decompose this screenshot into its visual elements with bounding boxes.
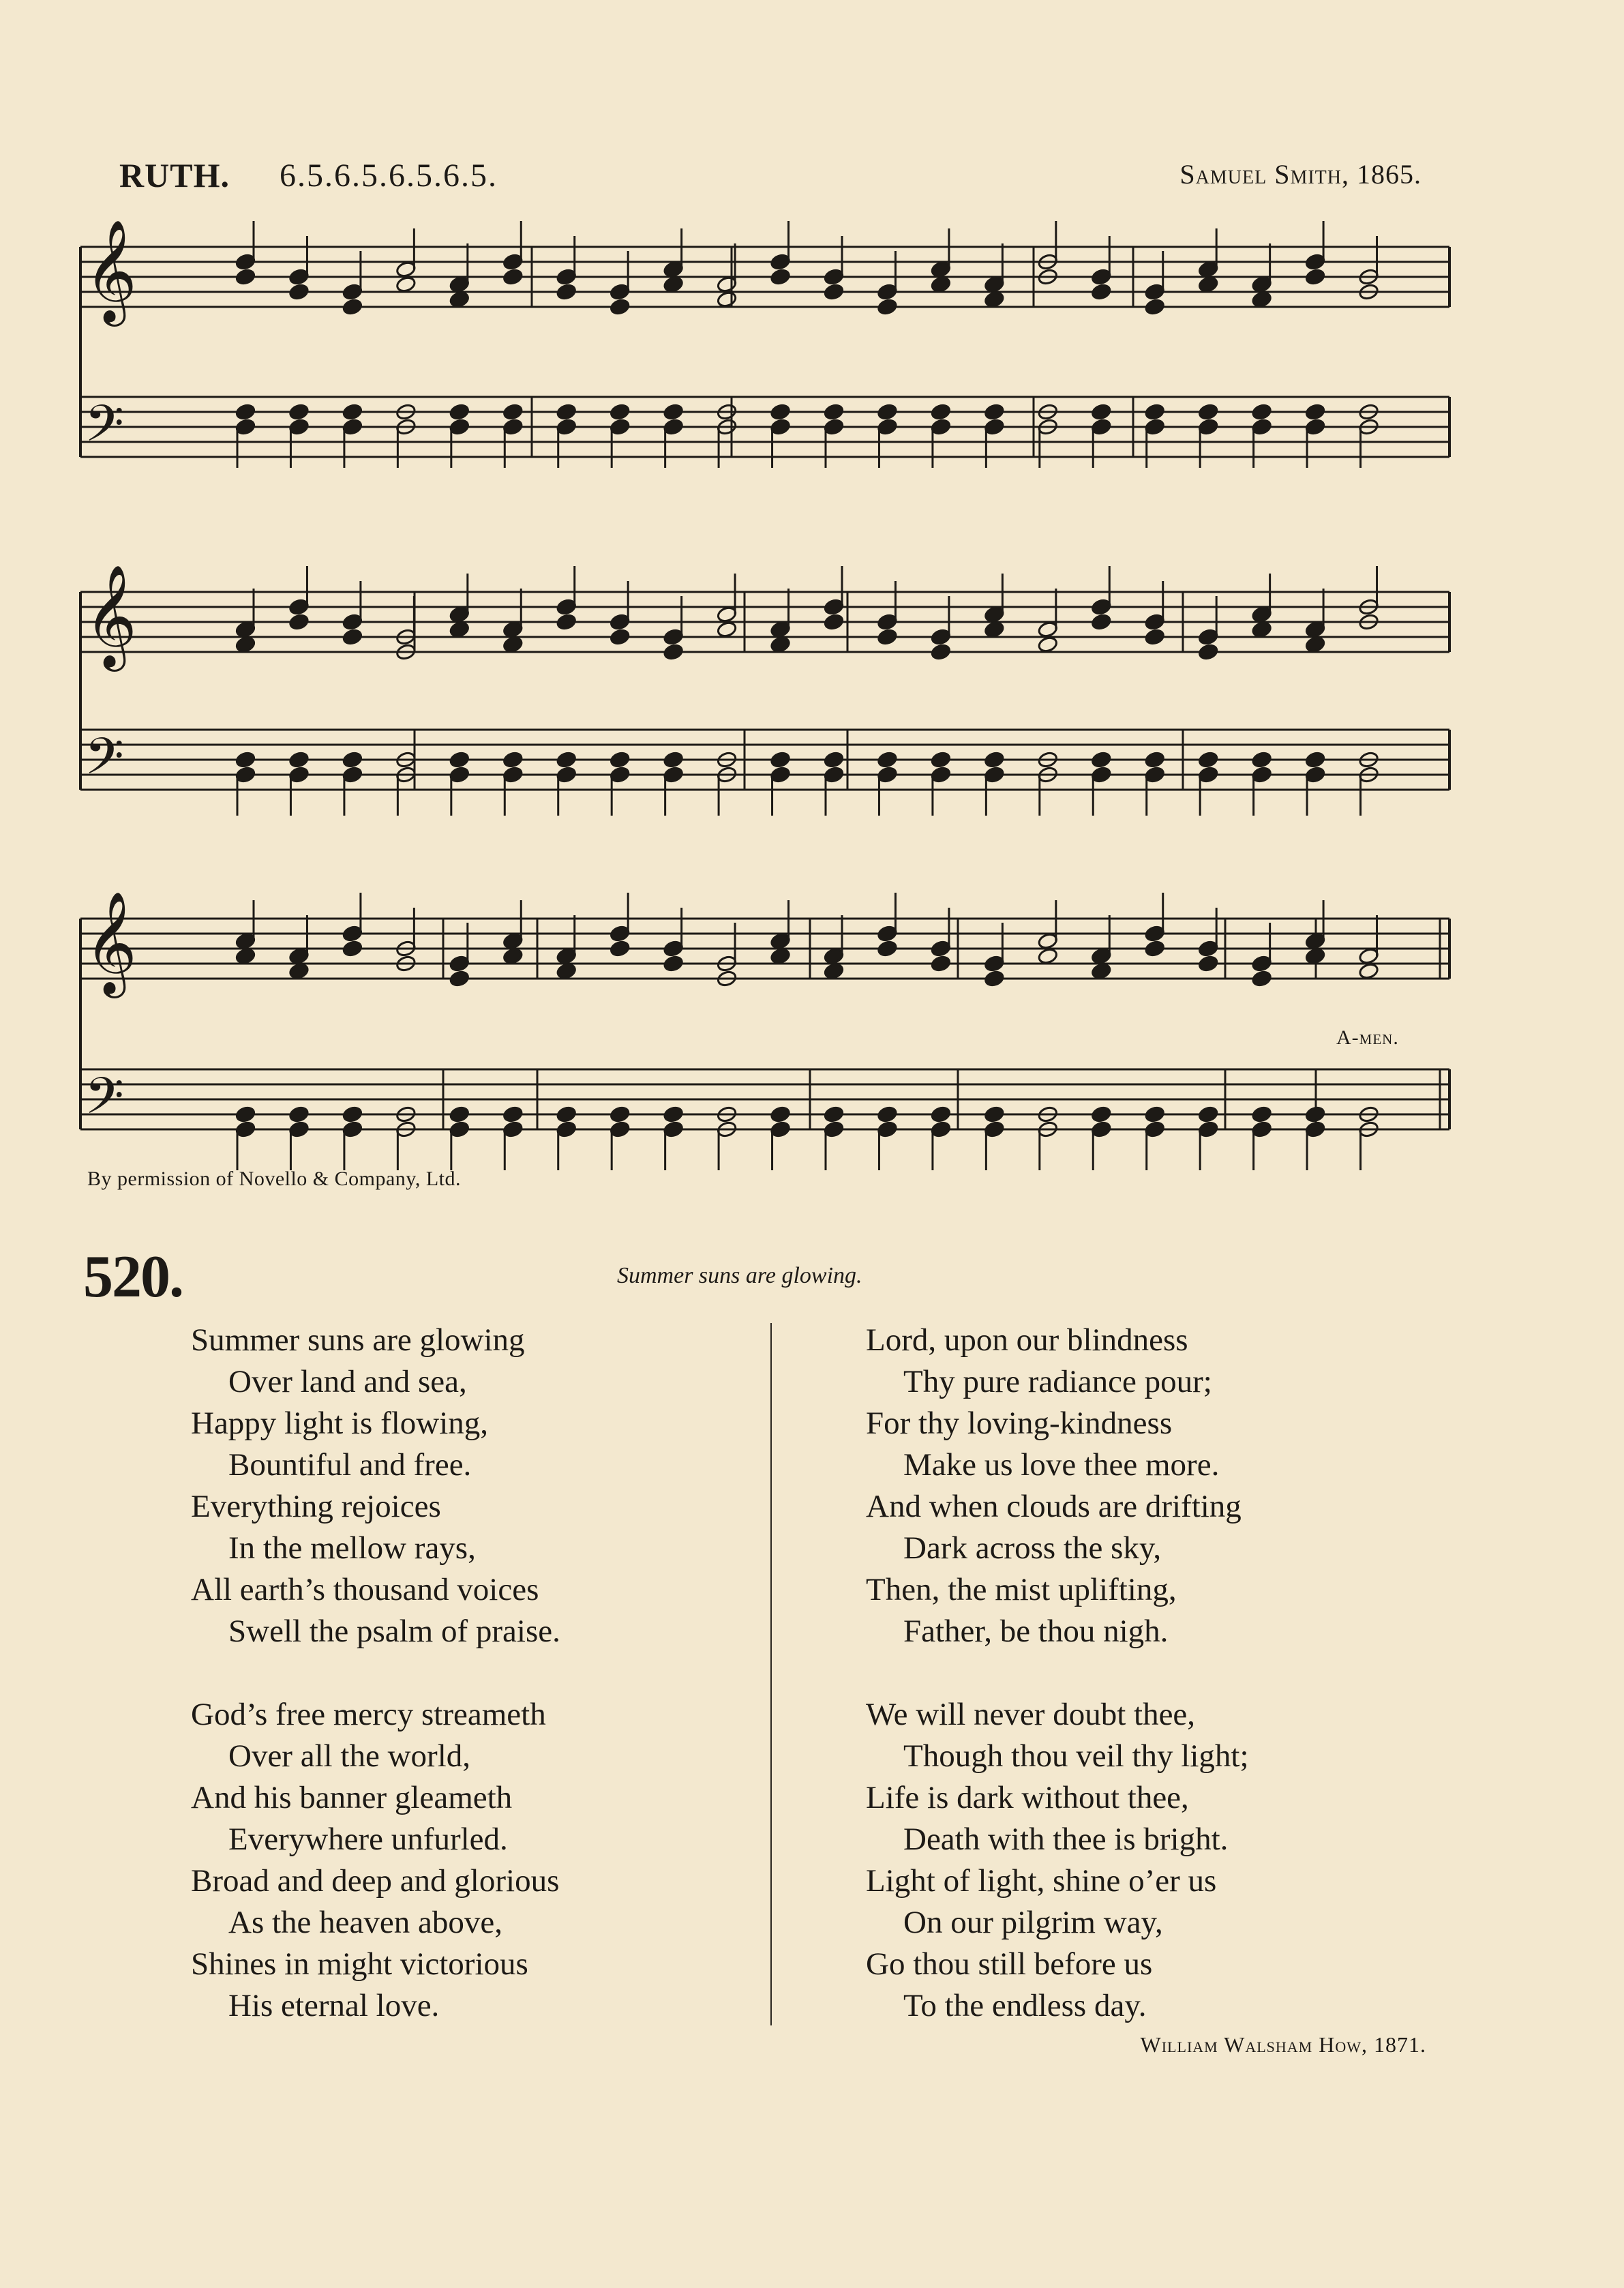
verse-line: In the mellow rays, — [228, 1530, 476, 1566]
note-head — [1198, 955, 1219, 972]
note-head — [663, 276, 684, 293]
verse-line: Lord, upon our blindness — [866, 1322, 1188, 1358]
note-head — [1091, 1105, 1112, 1123]
note-head — [1144, 940, 1165, 957]
note-head — [824, 403, 845, 421]
note-head — [1198, 751, 1219, 769]
bass-clef: 𝄢 — [85, 394, 124, 466]
stanza — [191, 1694, 560, 2027]
treble-clef: 𝄞 — [85, 890, 137, 994]
note-head — [824, 1105, 845, 1123]
note-head — [288, 613, 310, 631]
tune-name: RUTH. — [119, 156, 230, 194]
verse-line: Thy pure radiance pour; — [903, 1364, 1212, 1399]
note-head — [1251, 751, 1272, 769]
note-head — [556, 1105, 577, 1123]
note-head — [770, 947, 791, 965]
note-head — [1198, 403, 1219, 421]
note-head — [1305, 947, 1326, 965]
note-head — [449, 970, 470, 987]
note-head — [877, 1105, 898, 1123]
note-head — [1091, 283, 1112, 301]
note-head — [342, 1105, 363, 1123]
note-head — [1305, 268, 1326, 286]
verse-line: All earth’s thousand voices — [191, 1572, 539, 1607]
note-head — [288, 283, 310, 301]
stanza — [866, 1320, 1249, 1652]
note-head — [449, 1105, 470, 1123]
note-head — [770, 751, 791, 769]
note-head — [877, 628, 898, 646]
note-head — [824, 751, 845, 769]
hymn-number: 520. — [83, 1244, 183, 1310]
note-head — [1198, 276, 1219, 293]
note-head — [877, 751, 898, 769]
verse-line: Broad and deep and glorious — [191, 1863, 560, 1899]
verse-line: Happy light is flowing, — [191, 1406, 489, 1441]
note-head — [610, 751, 631, 769]
verse-line: To the endless day. — [903, 1988, 1147, 2023]
note-head — [610, 403, 631, 421]
note-head — [502, 947, 524, 965]
verse-line: As the heaven above, — [228, 1905, 502, 1940]
note-head — [931, 643, 952, 661]
note-head — [1358, 962, 1379, 980]
note-head — [1305, 636, 1326, 653]
permission-note: By permission of Novello & Company, Ltd. — [87, 1168, 462, 1190]
note-head — [502, 751, 524, 769]
column-divider — [770, 1323, 772, 2025]
note-head — [663, 403, 684, 421]
verse-line: Dark across the sky, — [903, 1530, 1162, 1566]
verse-line: Swell the psalm of praise. — [228, 1614, 560, 1649]
tune-meter: 6.5.6.5.6.5.6.5. — [280, 158, 498, 194]
note-head — [235, 947, 256, 965]
note-head — [288, 403, 310, 421]
note-head — [663, 1105, 684, 1123]
note-head — [931, 955, 952, 972]
note-head — [984, 403, 1005, 421]
note-head — [342, 628, 363, 646]
note-head — [1038, 947, 1059, 965]
note-head — [824, 613, 845, 631]
verse-line: We will never doubt thee, — [866, 1697, 1196, 1732]
stanza — [866, 1694, 1249, 2027]
hymn-author: William Walsham How, 1871. — [1140, 2032, 1426, 2057]
note-head — [824, 283, 845, 301]
note-head — [556, 283, 577, 301]
note-head — [1251, 291, 1272, 308]
note-head — [1198, 1105, 1219, 1123]
verse-line: Light of light, shine o’er us — [866, 1863, 1217, 1899]
note-head — [449, 621, 470, 638]
note-head — [1144, 628, 1165, 646]
note-head — [395, 276, 417, 293]
note-head — [610, 1105, 631, 1123]
note-head — [770, 403, 791, 421]
verse-line: Bountiful and free. — [228, 1447, 472, 1483]
bass-clef: 𝄢 — [85, 1067, 124, 1139]
amen-label: A-men. — [1336, 1026, 1399, 1049]
note-head — [556, 962, 577, 980]
note-head — [877, 403, 898, 421]
note-head — [1038, 636, 1059, 653]
note-head — [931, 276, 952, 293]
note-head — [770, 636, 791, 653]
note-head — [931, 1105, 952, 1123]
verse-line: God’s free mercy streameth — [191, 1697, 546, 1732]
verse-line: His eternal love. — [228, 1988, 440, 2023]
note-head — [984, 621, 1005, 638]
verse-line: Over land and sea, — [228, 1364, 467, 1399]
note-head — [502, 636, 524, 653]
note-head — [235, 751, 256, 769]
note-head — [824, 962, 845, 980]
note-head — [288, 751, 310, 769]
note-head — [984, 291, 1005, 308]
note-head — [1091, 751, 1112, 769]
note-head — [1198, 643, 1219, 661]
note-head — [1144, 298, 1165, 316]
note-head — [235, 403, 256, 421]
verse-line: Father, be thou nigh. — [903, 1614, 1169, 1649]
note-head — [235, 268, 256, 286]
hymn-text-right-column — [866, 1320, 1249, 2068]
note-head — [449, 751, 470, 769]
verse-line: Shines in might victorious — [191, 1946, 528, 1982]
note-head — [877, 298, 898, 316]
note-head — [1091, 403, 1112, 421]
verse-line: Over all the world, — [228, 1738, 471, 1774]
note-head — [502, 403, 524, 421]
note-head — [931, 751, 952, 769]
note-head — [770, 1105, 791, 1123]
verse-line: Life is dark without thee, — [866, 1780, 1189, 1815]
note-head — [342, 940, 363, 957]
note-head — [610, 298, 631, 316]
hymn-title: Summer suns are glowing. — [617, 1263, 862, 1288]
verse-line: On our pilgrim way, — [903, 1905, 1163, 1940]
note-head — [1251, 621, 1272, 638]
note-head — [1091, 613, 1112, 631]
note-head — [1305, 751, 1326, 769]
note-head — [235, 636, 256, 653]
treble-clef: 𝄞 — [85, 218, 137, 323]
note-head — [502, 268, 524, 286]
bass-clef: 𝄢 — [85, 727, 124, 799]
note-head — [556, 403, 577, 421]
note-head — [449, 403, 470, 421]
note-head — [556, 751, 577, 769]
note-head — [288, 962, 310, 980]
note-head — [1251, 1105, 1272, 1123]
verse-line: Though thou veil thy light; — [903, 1738, 1249, 1774]
verse-line: And when clouds are drifting — [866, 1489, 1242, 1524]
verse-line: Make us love thee more. — [903, 1447, 1220, 1483]
note-head — [342, 298, 363, 316]
note-head — [717, 291, 738, 308]
note-head — [1251, 970, 1272, 987]
verse-line: Everything rejoices — [191, 1489, 441, 1524]
note-head — [663, 643, 684, 661]
note-head — [1305, 403, 1326, 421]
verse-line: Death with thee is bright. — [903, 1822, 1229, 1857]
note-head — [1144, 751, 1165, 769]
hymn-text-left-column — [191, 1320, 560, 2068]
note-head — [931, 403, 952, 421]
verse-line: For thy loving-kindness — [866, 1406, 1173, 1441]
verse-line: And his banner gleameth — [191, 1780, 513, 1815]
note-head — [502, 1105, 524, 1123]
tune-composer: Samuel Smith, 1865. — [1179, 159, 1422, 190]
verse-line: Then, the mist uplifting, — [866, 1572, 1177, 1607]
stanza — [191, 1320, 560, 1652]
note-head — [663, 955, 684, 972]
note-head — [610, 940, 631, 957]
note-head — [449, 291, 470, 308]
note-head — [877, 940, 898, 957]
note-head — [1144, 1105, 1165, 1123]
note-head — [235, 1105, 256, 1123]
note-head — [984, 970, 1005, 987]
note-head — [1091, 962, 1112, 980]
note-head — [1251, 403, 1272, 421]
note-head — [556, 613, 577, 631]
note-head — [984, 751, 1005, 769]
treble-clef: 𝄞 — [85, 563, 137, 668]
note-head — [984, 1105, 1005, 1123]
verse-line: Go thou still before us — [866, 1946, 1153, 1982]
note-head — [610, 628, 631, 646]
note-head — [770, 268, 791, 286]
verse-line: Summer suns are glowing — [191, 1322, 525, 1358]
note-head — [717, 621, 738, 638]
note-head — [288, 1105, 310, 1123]
note-head — [342, 403, 363, 421]
note-head — [663, 751, 684, 769]
note-head — [1144, 403, 1165, 421]
verse-line: Everywhere unfurled. — [228, 1822, 508, 1857]
note-head — [1305, 1105, 1326, 1123]
note-head — [342, 751, 363, 769]
